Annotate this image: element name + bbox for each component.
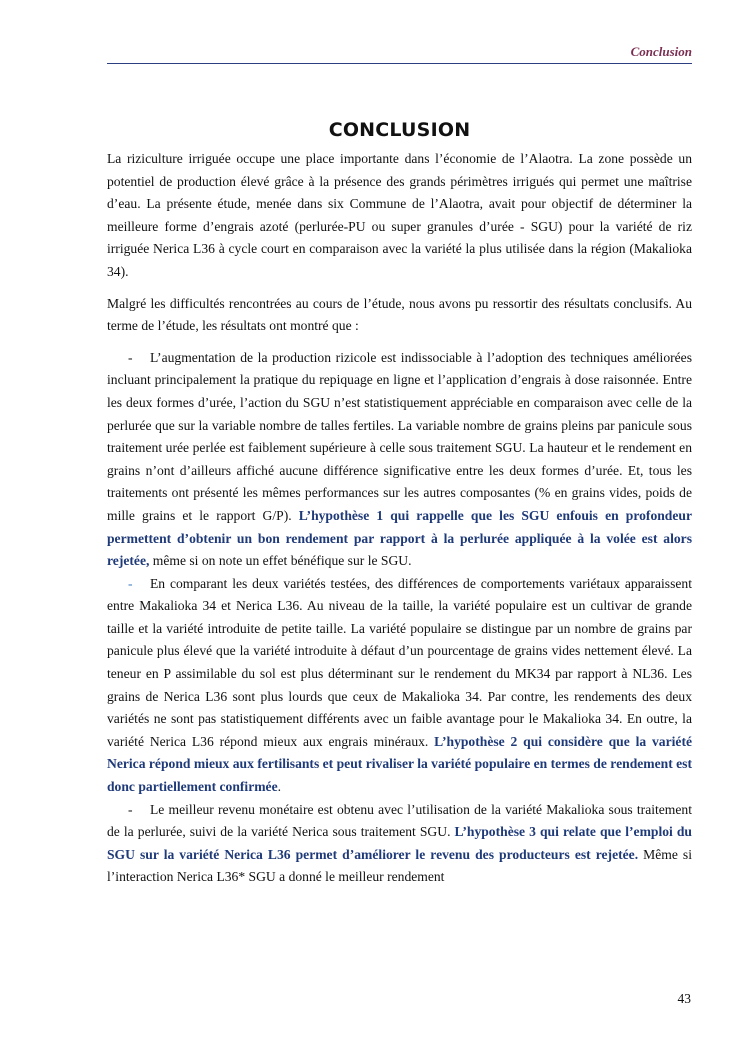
- header-section-title: Conclusion: [630, 44, 692, 59]
- bullet-text-after: même si on note un effet bénéfique sur le SGU.: [149, 553, 412, 569]
- bullet-item-varieties: [107, 573, 692, 799]
- bullet-text-after: .: [277, 779, 282, 795]
- running-header: [107, 44, 692, 64]
- bullet-dash: -: [128, 801, 133, 817]
- intro-paragraph: La riziculture irriguée occupe une place importante dans l’économie de l’Alaotra. La zone possède un potentiel de production élevé grâce à la présence des grands périmètres irrigués qui permet une maîtrise d’eau. La présente étude, menée dans six Commune de l’Alaotra, avait pour objectif de déterminer la meilleure forme d’engrais azoté (perlurée-PU ou super granules d’urée - SGU) pour la variété de riz irriguée Nerica L36 à cycle court en comparaison avec la variété la plus utilisée dans la région (Makalioka 34).: [107, 151, 692, 279]
- bullet-text: L’augmentation de la production rizicole est indissociable à l’adoption des techniques améliorées incluant principalement la pratique du repiquage en ligne et l’application d’engrais à dose raisonnée. Entre les deux formes d’urée, l’action du SGU n’est statistiquement appréciable en comparaison avec celle de la perlurée que sur la variable nombre de talles fertiles. La variable nombre de grains pleins par panicule sous traitement urée perlée est faiblement supérieure à celle sous traitement SGU. La hauteur et le rendement en grains n’ont d’ailleurs affiché aucune différence significative entre les deux formes d’urée. Et, tous les traitements ont présenté les mêmes performances sur les autres composantes (% en grains vides, poids de mille grains et le rapport G/P).: [107, 349, 692, 523]
- page-number: 43: [677, 991, 691, 1006]
- results-intro-paragraph: Malgré les difficultés rencontrées au cours de l’étude, nous avons pu ressortir des résultats conclusifs. Au terme de l’étude, les résultats ont montré que :: [107, 295, 692, 334]
- conclusion-body: [107, 148, 692, 889]
- bullet-text: En comparant les deux variétés testées, des différences de comportements variétaux apparaissent entre Makalioka 34 et Nerica L36. Au niveau de la taille, la variété populaire est un cultivar de grande taille et la variété introduite de petite taille. La variété populaire se distingue par un nombre de grains par panicule plus élevé que la variété introduite à défaut d’un pourcentage de grains vides nettement élevé. La teneur en P assimilable du sol est plus déterminant sur le rendement du MK34 par rapport à NL36. Les grains de Nerica L36 sont plus lourds que ceux de Makalioka 34. Par contre, les rendements des deux variétés ne sont pas statistiquement différents avec un faible avantage pour le Makalioka 34. En outre, la variété Nerica L36 répond mieux aux engrais minéraux.: [107, 575, 692, 749]
- bullet-dash: -: [128, 349, 133, 365]
- hypothesis-3: L’hypothèse 3 qui relate que l’emploi du SGU sur la variété Nerica L36 permet d’améliorer le revenu des producteurs est rejetée.: [107, 824, 692, 862]
- hypothesis-2: L’hypothèse 2 qui considère que la variété Nerica répond mieux aux fertilisants et peut rivaliser la variété populaire en termes de rendement est donc partiellement confirmée: [107, 733, 693, 795]
- bullet-dash: -: [128, 575, 133, 591]
- bullet-text-after: Même si l’interaction Nerica L36* SGU a donné le meilleur rendement: [107, 846, 693, 885]
- page-title: CONCLUSION: [328, 119, 471, 141]
- hypothesis-1: L’hypothèse 1 qui rappelle que les SGU enfouis en profondeur permettent d’obtenir un bon rendement par rapport à la perlurée appliquée à la volée est alors rejetée,: [107, 507, 692, 569]
- bullet-text: Le meilleur revenu monétaire est obtenu avec l’utilisation de la variété Makalioka sous traitement de la perlurée, suivi de la variété Nerica sous traitement SGU.: [107, 801, 692, 840]
- bullet-item-fertilizer: [107, 347, 692, 573]
- bullet-item-revenue: [107, 799, 692, 889]
